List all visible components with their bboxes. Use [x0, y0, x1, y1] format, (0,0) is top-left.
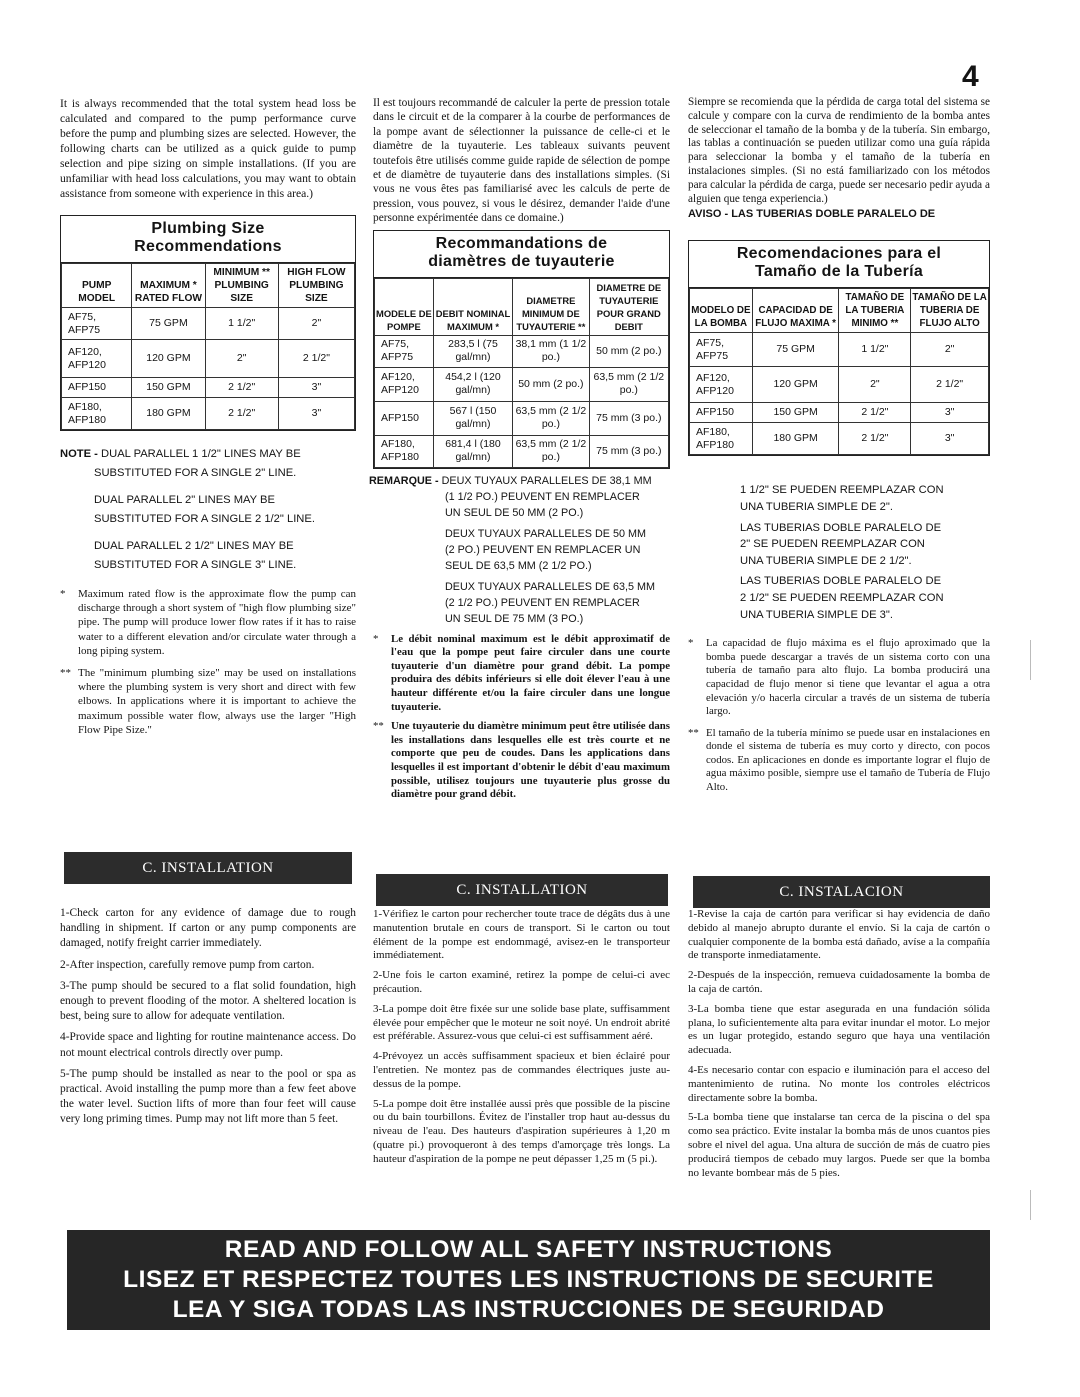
spanish-note-line: LAS TUBERIAS DOBLE PARALELO DE: [740, 521, 942, 534]
table-cell: 63,5 mm (2 1/2 po.): [513, 435, 589, 467]
table-cell: 120 GPM: [132, 340, 205, 378]
english-footnote-1: [60, 587, 356, 658]
table-cell: 50 mm (2 po.): [589, 335, 668, 367]
table-cell: AFP150: [375, 401, 434, 435]
english-table-grid: [61, 263, 355, 430]
table-cell: 3": [911, 403, 989, 423]
english-footnote-2: [60, 666, 356, 737]
page-number: 4: [962, 60, 979, 93]
french-note-line: (1 1/2 PO.) PEUVENT EN REMPLACER: [445, 490, 640, 503]
table-cell: AF180, AFP180: [62, 398, 132, 430]
spanish-note-line: UNA TUBERIA SIMPLE DE 2 1/2".: [740, 554, 912, 567]
spanish-footnote-2: [688, 727, 990, 795]
table-cell: 2 1/2": [911, 367, 989, 403]
footnote-text: Une tuyauterie du diamètre minimum peut être utilisée dans les installations dans lesquelles elle est très courte et ne comporte que peu de coudes. Dans les applications dans lesquelles il est important d'obtenir le débit d'eau maximum possible, utilisez toujours une tuyauterie plus grosse du diamètre pour grand débit.: [391, 720, 670, 801]
table-cell: 50 mm (2 po.): [513, 367, 589, 401]
safety-line-french: LISEZ ET RESPECTEZ TOUTES LES INSTRUCTIONS DE SECURITE: [123, 1266, 934, 1293]
table-cell: 38,1 mm (1 1/2 po.): [513, 335, 589, 367]
install-step: 5-La pompe doit être installée aussi près que possible de la piscine ou du bain tourbillons. Évitez de l'installer trop haut au-dessus du niveau de l'eau. Des hauteurs d'aspiration supérieures à 1,20 m (quatre pi.) provoqueront à des temps d'amorçage très longs. La hauteur d'aspiration de la pompe ne peut dépasser 1,25 m (5 pi.).: [373, 1097, 670, 1165]
install-step: 3-The pump should be secured to a flat solid foundation, high enough to prevent flooding of the motor. A sheltered location is best, being sure to allow for adequate ventilation.: [60, 979, 356, 1023]
spanish-note-line: LAS TUBERIAS DOBLE PARALELO DE: [740, 575, 942, 588]
footnote-marker: **: [688, 726, 699, 739]
english-note: [60, 445, 356, 575]
french-note-line: DEUX TUYAUX PARALLELES DE 63,5 MM: [445, 580, 656, 593]
table-cell: 454,2 l (120 gal/mn): [433, 367, 512, 401]
spanish-intro: Siempre se recomienda que la pérdida de carga total del sistema se calcule y compare con la curva de rendimiento de la bomba antes de seleccionar el tamaño de la bomba y de la tubería. Sin embargo, las tablas a continuación se pueden utilizar como una guía rápida para seleccionar la bomba y el tamaño de la tubería en instalaciones simples. (Si no está familiarizado con los métodos para calcular la pérdida de carga, puede ser necesario pedir ayuda a alguien que tenga experiencia.): [688, 96, 990, 205]
footnote-text: Le débit nominal maximum est le débit approximatif de l'eau que la pompe peut faire circuler dans une courte tuyauterie d'un diamètre pour grand débit. La pompe produira des débits inférieurs si elle doit élever l'eau à une hauteur différente et/ou la faire circuler dans une longue tuyauterie.: [391, 632, 670, 713]
english-install-steps: [60, 906, 356, 1134]
english-intro: It is always recommended that the total system head loss be calculated and compared to the pump performance curve before the pump and plumbing sizes are selected. However, the following charts can be utilized as a quick guide to pump selection and pipe sizing on simple installations. (If you are unfamiliar with head loss calculations, you may want to obtain assistance from someone with experience in this area.): [60, 97, 356, 200]
install-step: 3-La pompe doit être fixée sur une solide base plate, suffisamment élevée pour empêcher que le moteur ne soit noyé. Un endroit abrité est préférable. Assurez-vous que celui-ci est suffisamment aéré.: [373, 1002, 670, 1043]
install-step: 4-Es necesario contar con espacio e iluminación para el acceso del mantenimiento de rutina. No monte los controles eléctricos directamente sobre la bomba.: [688, 1063, 990, 1104]
english-section-heading: C. INSTALLATION: [64, 852, 352, 884]
table-cell: 2 1/2": [839, 423, 911, 455]
english-note-line: DUAL PARALLEL 2 1/2" LINES MAY BE: [94, 540, 294, 552]
table-cell: 1 1/2": [205, 308, 278, 340]
spanish-col-header-model: MODELO DE LA BOMBA: [690, 289, 753, 333]
table-cell: 3": [911, 423, 989, 455]
spanish-note-line: 1 1/2" SE PUEDEN REEMPLAZAR CON: [740, 484, 944, 497]
english-col-header-min-size: MINIMUM ** PLUMBING SIZE: [205, 264, 278, 308]
french-col-header-rated-flow: DEBIT NOMINAL MAXIMUM *: [433, 278, 512, 335]
spanish-note-line: UNA TUBERIA SIMPLE DE 3".: [740, 608, 893, 621]
french-table-title-line2: diamètres de tuyauterie: [428, 252, 615, 270]
french-intro: Il est toujours recommandé de calculer la perte de pression totale dans le circuit et de la comparer à la courbe de performances de la pompe avant de sélectionner la puissance de celle-ci et le diamètre de la tuyauterie. Les tableaux suivants peuvent toutefois être utilisés comme guide rapide de sélection de pompe et de diamètre de tuyauterie dans des installations simples. (Si vous ne vous êtes pas familiarisé avec les calculs de perte de pression, vous pouvez, si vous le désirez, demander l'aide d'une personne expérimentée dans ce domaine.): [373, 97, 670, 225]
safety-line-spanish: LEA Y SIGA TODAS LAS INSTRUCCIONES DE SEGURIDAD: [172, 1296, 885, 1323]
table-cell: AF120, AFP120: [690, 367, 753, 403]
french-note-label: REMARQUE -: [369, 474, 439, 487]
footnote-text: El tamaño de la tubería mínimo se puede usar en instalaciones en donde el sistema de tubería es muy corto y directo, con pocos codos. En aplicaciones en donde es importante lograr el flujo de agua máximo posible, siempre use el tamaño de Tubería de Flujo Alto.: [706, 726, 990, 794]
table-cell: 2 1/2": [278, 340, 354, 378]
english-table-title-line1: Plumbing Size: [151, 220, 265, 237]
english-note-label: NOTE -: [60, 448, 98, 460]
table-cell: 2 1/2": [205, 398, 278, 430]
table-cell: AF75, AFP75: [62, 308, 132, 340]
install-step: 4-Provide space and lighting for routine maintenance access. Do not mount electrical controls directly over pump.: [60, 1031, 356, 1059]
table-cell: 75 mm (3 po.): [589, 435, 668, 467]
french-note-line: SEUL DE 63,5 MM (2 1/2 PO.): [445, 559, 592, 572]
english-note-line: SUBSTITUTED FOR A SINGLE 2 1/2" LINE.: [94, 513, 315, 525]
french-plumbing-table: [373, 230, 670, 469]
english-note-line: SUBSTITUTED FOR A SINGLE 2" LINE.: [94, 467, 297, 479]
spanish-col-header-rated-flow: CAPACIDAD DE FLUJO MAXIMA *: [752, 289, 839, 333]
table-row: [375, 335, 669, 367]
table-cell: 567 l (150 gal/mn): [433, 401, 512, 435]
french-col-header-min-size: DIAMETRE MINIMUM DE TUYAUTERIE **: [513, 278, 589, 335]
scan-edge-mark: [1030, 1190, 1031, 1220]
english-col-header-model: PUMP MODEL: [62, 264, 132, 308]
spanish-install-steps: [688, 908, 990, 1186]
spanish-table-title-line1: Recomendaciones para el: [736, 245, 942, 263]
spanish-table-title: [689, 241, 989, 288]
install-step: 1-Revise la caja de cartón para verificar si hay evidencia de daño debido al manejo abrupto durante el envío. Si la caja de cartón o cualquier componente de la bomba está dañado, avíse a la compañía de transporte inmediatamente.: [688, 908, 990, 962]
french-note-line: DEUX TUYAUX PARALLELES DE 50 MM: [445, 527, 647, 540]
table-row: [690, 403, 989, 423]
spanish-note-line: 2 1/2" SE PUEDEN REEMPLAZAR CON: [740, 591, 944, 604]
table-row: [690, 367, 989, 403]
install-step: 2-After inspection, carefully remove pump from carton.: [60, 958, 315, 971]
install-step: 3-La bomba tiene que estar asegurada en una fundación sólida plana, lo suficientemente alta para evitar inundar el motor. Lo mejor es un lugar protegido, estando seguro que haya una ventilación adecuada.: [688, 1002, 990, 1057]
footnote-text: Maximum rated flow is the approximate flow the pump can discharge through a short system of "high flow plumbing size" pipe. The pump will produce lower flow rates if it has to raise water to a different elevation and/or circulate water through a long piping system.: [78, 588, 356, 657]
footnote-marker: **: [373, 720, 384, 733]
table-row: [690, 423, 989, 455]
english-table-title-line2: Recommendations: [134, 238, 282, 255]
table-cell: 180 GPM: [752, 423, 839, 455]
english-col-header-rated-flow: MAXIMUM * RATED FLOW: [132, 264, 205, 308]
footnote-marker: *: [60, 588, 66, 600]
table-cell: AFP150: [62, 378, 132, 398]
spanish-table-grid: [689, 288, 989, 455]
install-step: 1-Check carton for any evidence of damage due to rough handling in shipment. If carton or any pump components are damaged, notify freight carrier immediately.: [60, 907, 356, 950]
table-cell: 2": [839, 367, 911, 403]
french-table-grid: [374, 278, 669, 468]
english-table-title: [61, 216, 355, 263]
french-note-line: UN SEUL DE 75 MM (3 PO.): [445, 612, 584, 625]
english-note-line: DUAL PARALLEL 2" LINES MAY BE: [94, 494, 275, 506]
spanish-note: [688, 482, 990, 623]
english-plumbing-table: [60, 215, 356, 431]
french-note-line: (2 PO.) PEUVENT EN REMPLACER UN: [445, 543, 641, 556]
safety-banner: [67, 1230, 990, 1330]
table-row: [62, 398, 355, 430]
spanish-section-heading: C. INSTALACION: [693, 876, 990, 908]
table-row: [690, 333, 989, 367]
footnote-marker: *: [373, 632, 379, 645]
french-table-title-line1: Recommandations de: [435, 234, 608, 252]
footnote-marker: *: [688, 637, 694, 650]
english-note-line: DUAL PARALLEL 1 1/2" LINES MAY BE: [101, 448, 301, 460]
table-cell: 2 1/2": [839, 403, 911, 423]
table-cell: 75 mm (3 po.): [589, 401, 668, 435]
spanish-aviso: AVISO - LAS TUBERIAS DOBLE PARALELO DE: [688, 208, 936, 221]
table-cell: 150 GPM: [132, 378, 205, 398]
footnote-text: La capacidad de flujo máxima es el flujo aproximado que la bomba puede descargar a través de un sistema corto con una tubería de tamaño para alto flujo. La bomba producirá una capacidad de flujo menor si tiene que levantar el agua a otra elevación y/o hacerla circular a través de un sistema de tubería largo.: [706, 637, 990, 718]
table-cell: 2 1/2": [205, 378, 278, 398]
table-cell: AF180, AFP180: [690, 423, 753, 455]
table-cell: 75 GPM: [132, 308, 205, 340]
scan-edge-mark: [1030, 640, 1031, 680]
french-note-line: (2 1/2 PO.) PEUVENT EN REMPLACER: [445, 596, 640, 609]
english-note-line: SUBSTITUTED FOR A SINGLE 3" LINE.: [94, 559, 297, 571]
table-cell: AF180, AFP180: [375, 435, 434, 467]
install-step: 2-Después de la inspección, remueva cuidadosamente la bomba de la caja de cartón.: [688, 969, 990, 995]
install-step: 4-Prévoyez un accès suffisamment spacieux et bien éclairé pour l'entretien. Ne montez pas de commandes électriques juste au-dessus de la pompe.: [373, 1050, 670, 1090]
table-cell: 180 GPM: [132, 398, 205, 430]
install-step: 5-La bomba tiene que instalarse tan cerca de la piscina o del spa como sea práctico. Evite instalar la bomba más de unos cuantos pies sobre el nivel del agua. Una altura de succión de más de cuatro pies producirá tiempos de cebado muy largos. Puede ser que la bomba no levante bombear más de 5 pies.: [688, 1111, 990, 1179]
spanish-col-header-min-size: TAMAÑO DE LA TUBERIA MINIMO **: [839, 289, 911, 333]
table-cell: AF120, AFP120: [62, 340, 132, 378]
table-cell: AF120, AFP120: [375, 367, 434, 401]
spanish-note-line: UNA TUBERIA SIMPLE DE 2".: [740, 500, 893, 513]
table-cell: AF75, AFP75: [690, 333, 753, 367]
table-row: [375, 367, 669, 401]
table-cell: 681,4 l (180 gal/mn): [433, 435, 512, 467]
table-cell: 120 GPM: [752, 367, 839, 403]
table-cell: AF75, AFP75: [375, 335, 434, 367]
table-cell: 63,5 mm (2 1/2 po.): [513, 401, 589, 435]
french-install-steps: [373, 908, 670, 1173]
install-step: 2-Une fois le carton examiné, retirez la pompe de celui-ci avec précaution.: [373, 969, 670, 995]
spanish-col-header-high-flow: TAMAÑO DE LA TUBERIA DE FLUJO ALTO: [911, 289, 989, 333]
install-step: 1-Vérifiez le carton pour rechercher toute trace de dégâts dus à une manutention brutale en cours de transport. Si le carton ou tout élément de la pompe est endommagé, avisez-en le transporteur immédiatement.: [373, 908, 670, 962]
french-footnote-1: [373, 633, 670, 715]
table-cell: 75 GPM: [752, 333, 839, 367]
install-step: 5-The pump should be installed as near to the pool or spa as practical. Avoid installing the pump more than a few feet above the water level. Suction lifts of more than four feet will cause very long priming times. Pump may not lift more than 5 feet.: [60, 1067, 356, 1126]
table-cell: 2": [205, 340, 278, 378]
table-row: [62, 378, 355, 398]
table-cell: 1 1/2": [839, 333, 911, 367]
french-footnote-2: [373, 720, 670, 802]
table-row: [375, 401, 669, 435]
table-cell: 2": [911, 333, 989, 367]
french-note: [369, 473, 670, 627]
table-cell: 150 GPM: [752, 403, 839, 423]
french-section-heading: C. INSTALLATION: [376, 874, 668, 906]
table-cell: 63,5 mm (2 1/2 po.): [589, 367, 668, 401]
table-cell: 283,5 l (75 gal/mn): [433, 335, 512, 367]
spanish-footnote-1: [688, 637, 990, 719]
french-column: [369, 96, 670, 802]
spanish-note-line: 2" SE PUEDEN REEMPLAZAR CON: [740, 538, 925, 551]
table-row: [62, 340, 355, 378]
safety-line-english: READ AND FOLLOW ALL SAFETY INSTRUCTIONS: [224, 1236, 833, 1263]
french-note-line: DEUX TUYAUX PARALLELES DE 38,1 MM: [441, 474, 652, 487]
french-col-header-model: MODELE DE POMPE: [375, 278, 434, 335]
table-cell: 3": [278, 378, 354, 398]
spanish-plumbing-table: [688, 240, 990, 456]
spanish-column: [688, 96, 990, 795]
footnote-marker: **: [60, 667, 71, 680]
table-row: [62, 308, 355, 340]
french-col-header-high-flow: DIAMETRE DE TUYAUTERIE POUR GRAND DEBIT: [589, 278, 668, 335]
french-table-title: [374, 231, 669, 278]
table-row: [375, 435, 669, 467]
english-col-header-high-flow: HIGH FLOW PLUMBING SIZE: [278, 264, 354, 308]
table-cell: 2": [278, 308, 354, 340]
french-note-line: UN SEUL DE 50 MM (2 PO.): [445, 506, 584, 519]
table-cell: AFP150: [690, 403, 753, 423]
spanish-table-title-line2: Tamaño de la Tubería: [754, 263, 924, 281]
footnote-text: The "minimum plumbing size" may be used on installations where the plumbing system is very short and direct with few elbows. In applications where it is important to achieve the maximum possible water flow, always use the larger "High Flow Pipe Size.": [78, 667, 356, 736]
english-column: [60, 96, 356, 737]
table-cell: 3": [278, 398, 354, 430]
